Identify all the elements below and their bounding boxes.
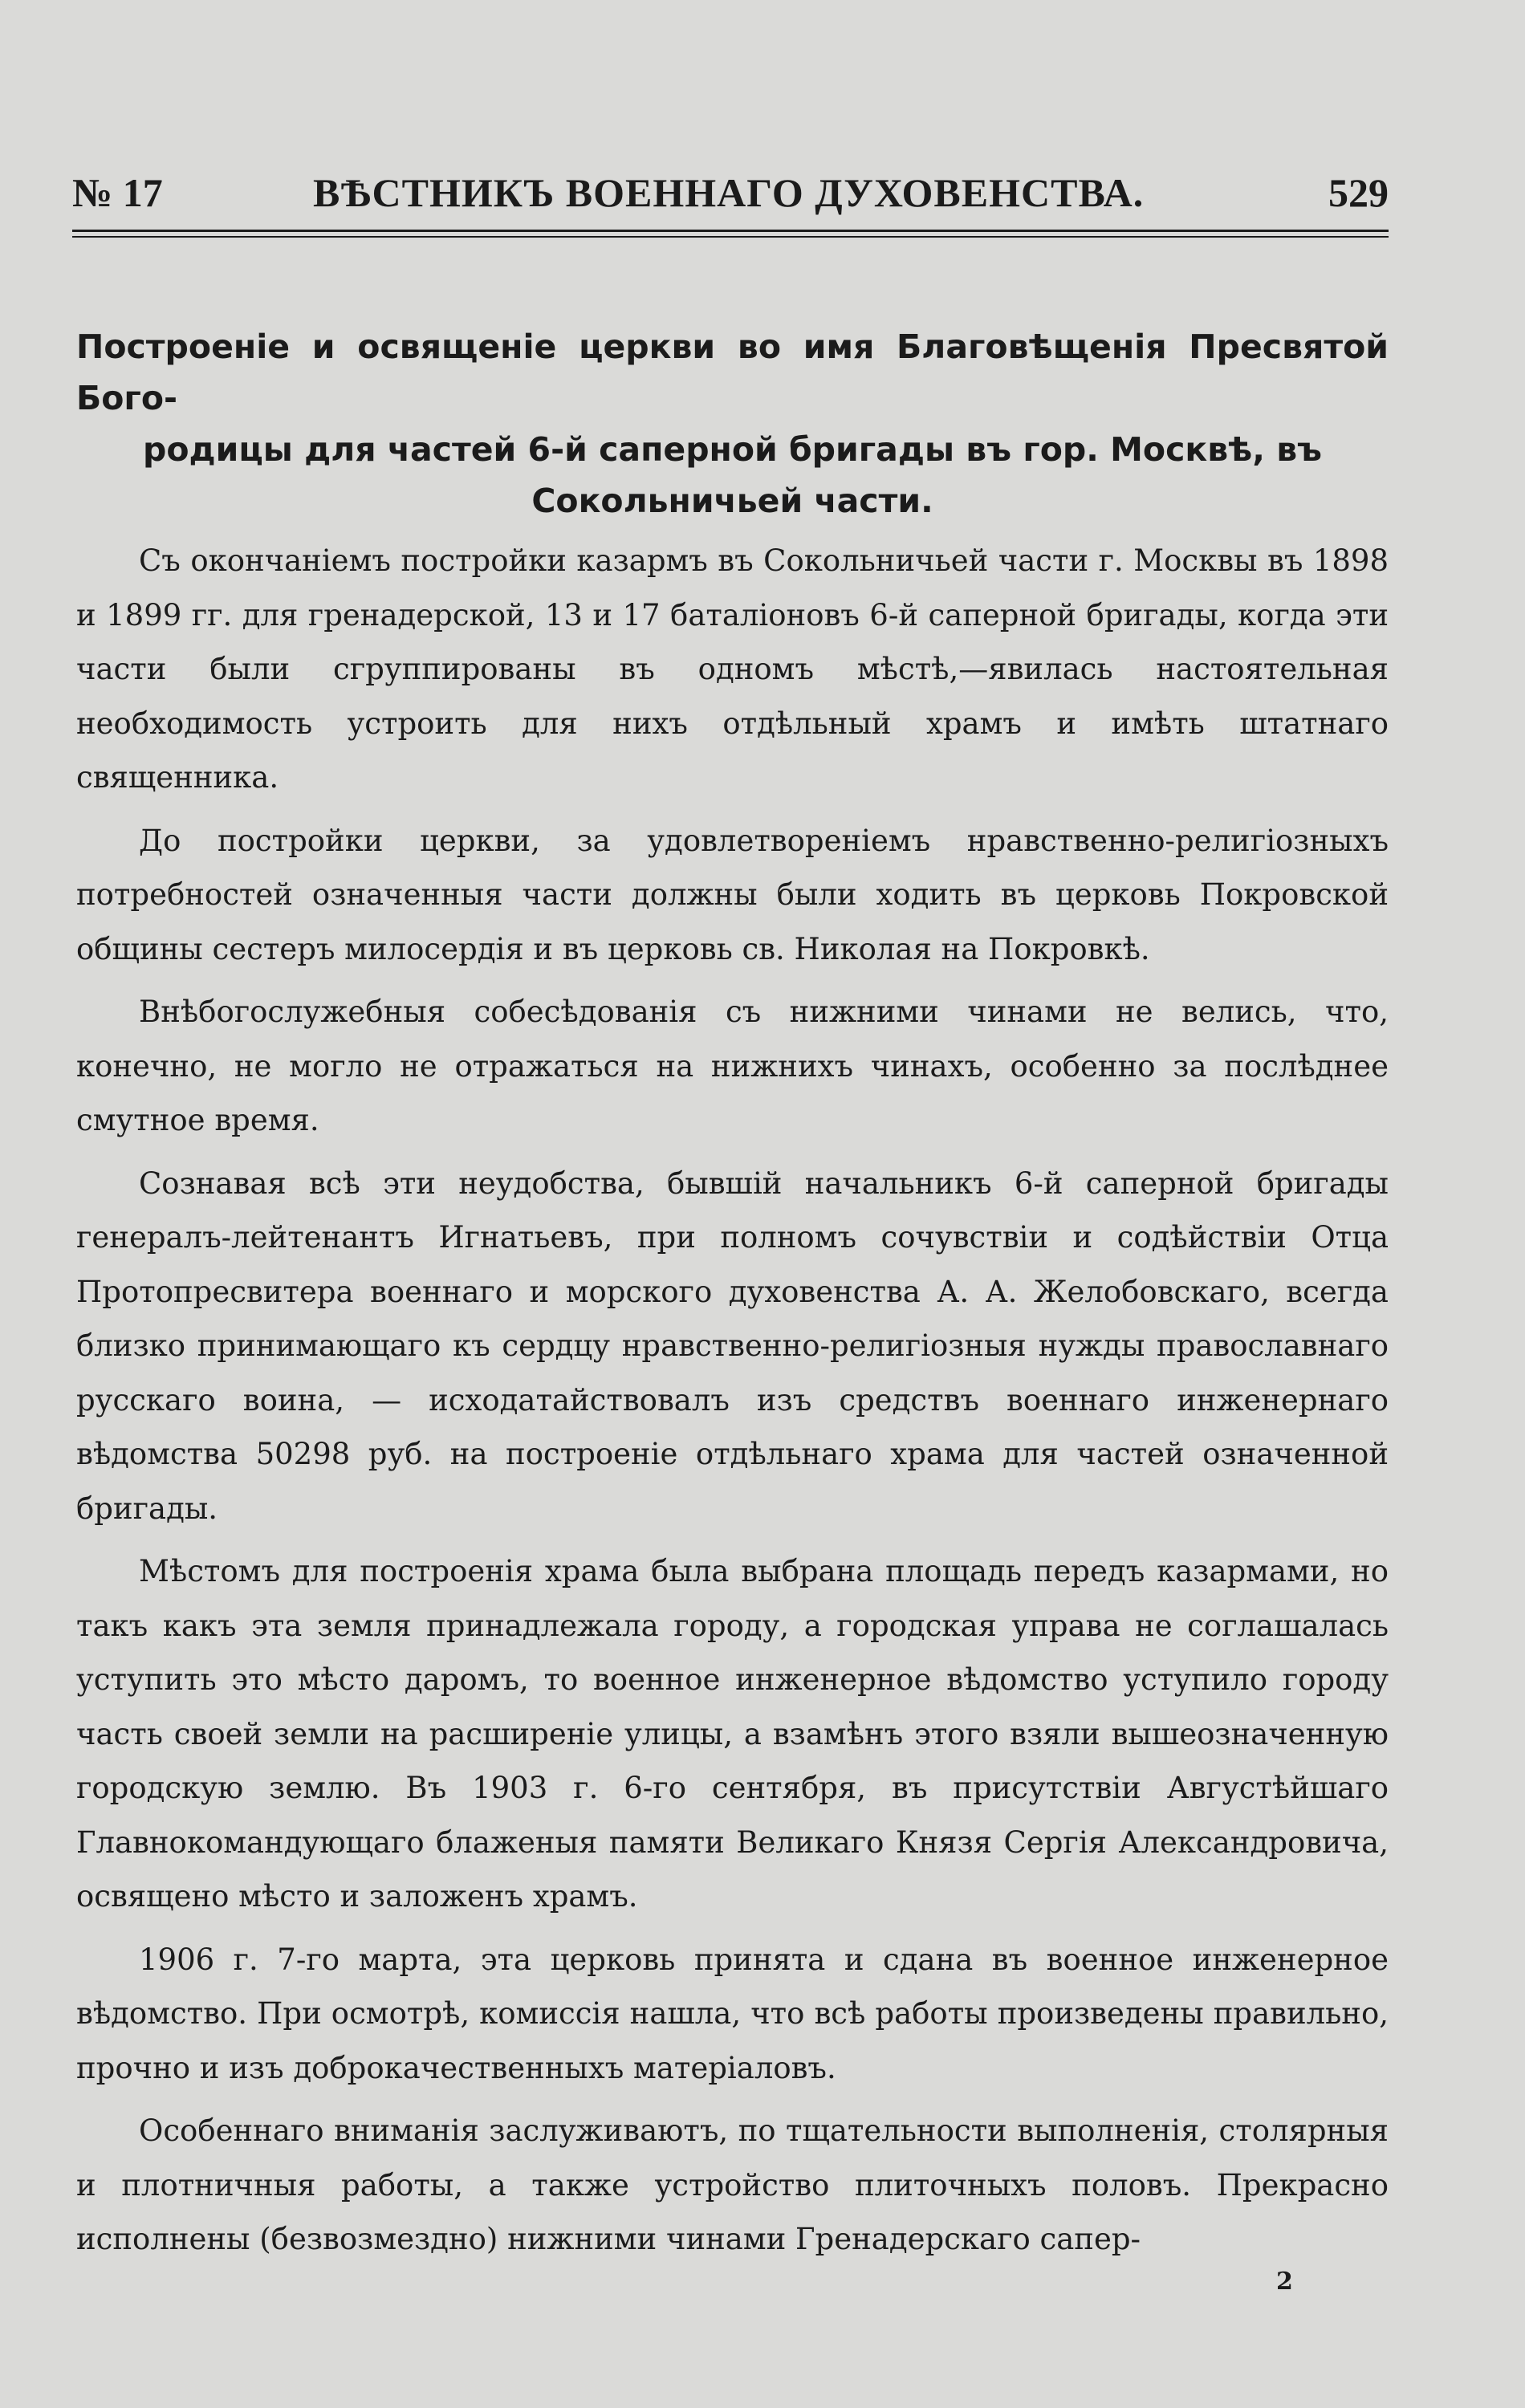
paragraph-7: Особеннаго вниманія заслуживаютъ, по тщательности выполненія, столярныя и плотничныя работы, а также устройство плиточныхъ половъ. Прекрасно исполнены (безвозмездно) нижними чинами Гренадерскаго сапер- xyxy=(76,2113,1389,2256)
issue-number: № 17 xyxy=(72,170,163,215)
paragraph-2: До постройки церкви, за удовлетвореніемъ нравственно-религіозныхъ потребностей означенныя части должны были ходить въ церковь Покровской общины сестеръ милосердія и въ церковь св. Николая на Покровкѣ. xyxy=(76,823,1389,966)
printer-signature-mark: 2 xyxy=(1276,2268,1293,2296)
article-title xyxy=(76,321,1389,527)
journal-title: ВѢСТНИКЪ ВОЕННАГО ДУХОВЕНСТВА. xyxy=(313,170,1145,215)
header-rule-thick xyxy=(72,230,1389,232)
paragraph-4: Сознавая всѣ эти неудобства, бывшій начальникъ 6-й саперной бригады генералъ-лейтенантъ Игнатьевъ, при полномъ сочувствіи и содѣйствіи Отца Протопресвитера военнаго и морского духовенства А. А. Желобовскаго, всегда близко принимающаго къ сердцу нравственно-религіозныя нужды православнаго русскаго воина, — исходатайствовалъ изъ средствъ военнаго инженернаго вѣдомства 50298 руб. на построеніе отдѣльнаго храма для частей означенной бригады. xyxy=(76,1165,1389,1526)
paragraph-3: Внѣбогослужебныя собесѣдованія съ нижними чинами не велись, что, конечно, не могло не отражаться на нижнихъ чинахъ, особенно за послѣднее смутное время. xyxy=(76,995,1389,1137)
paragraph-5: Мѣстомъ для построенія храма была выбрана площадь передъ казармами, но такъ какъ эта земля принадлежала городу, а городская управа не соглашалась уступить это мѣсто даромъ, то военное инженерное вѣдомство уступило городу часть своей земли на расширеніе улицы, а взамѣнъ этого взяли вышеозначенную городскую землю. Въ 1903 г. 6-го сентября, въ присутствіи Августѣйшаго Главнокомандующаго блаженыя памяти Великаго Князя Сергія Александровича, освящено мѣсто и заложенъ храмъ. xyxy=(76,1554,1389,1914)
article-body xyxy=(76,534,1389,2276)
article-title-line-1: Построеніе и освященіе церкви во имя Благовѣщенія Пресвятой Бого- xyxy=(76,327,1389,417)
paragraph-6: 1906 г. 7-го марта, эта церковь принята и сдана въ военное инженерное вѣдомство. При осмотрѣ, комиссія нашла, что всѣ работы произведены правильно, прочно и изъ доброкачественныхъ матеріаловъ. xyxy=(76,1942,1389,2085)
paragraph-1: Съ окончаніемъ постройки казармъ въ Сокольничьей части г. Москвы въ 1898 и 1899 гг. для гренадерской, 13 и 17 баталіоновъ 6-й саперной бригады, когда эти части были сгруппированы въ одномъ мѣстѣ,—явилась настоятельная необходимость устроить для нихъ отдѣльный храмъ и имѣть штатнаго священника. xyxy=(76,543,1389,795)
running-header xyxy=(72,165,1389,221)
article-title-line-2: родицы для частей 6-й саперной бригады въ гор. Москвѣ, въ xyxy=(143,430,1322,469)
header-rule-thin xyxy=(72,236,1389,238)
article-title-line-3: Сокольничьей части. xyxy=(531,482,933,520)
page-number: 529 xyxy=(1328,170,1389,215)
